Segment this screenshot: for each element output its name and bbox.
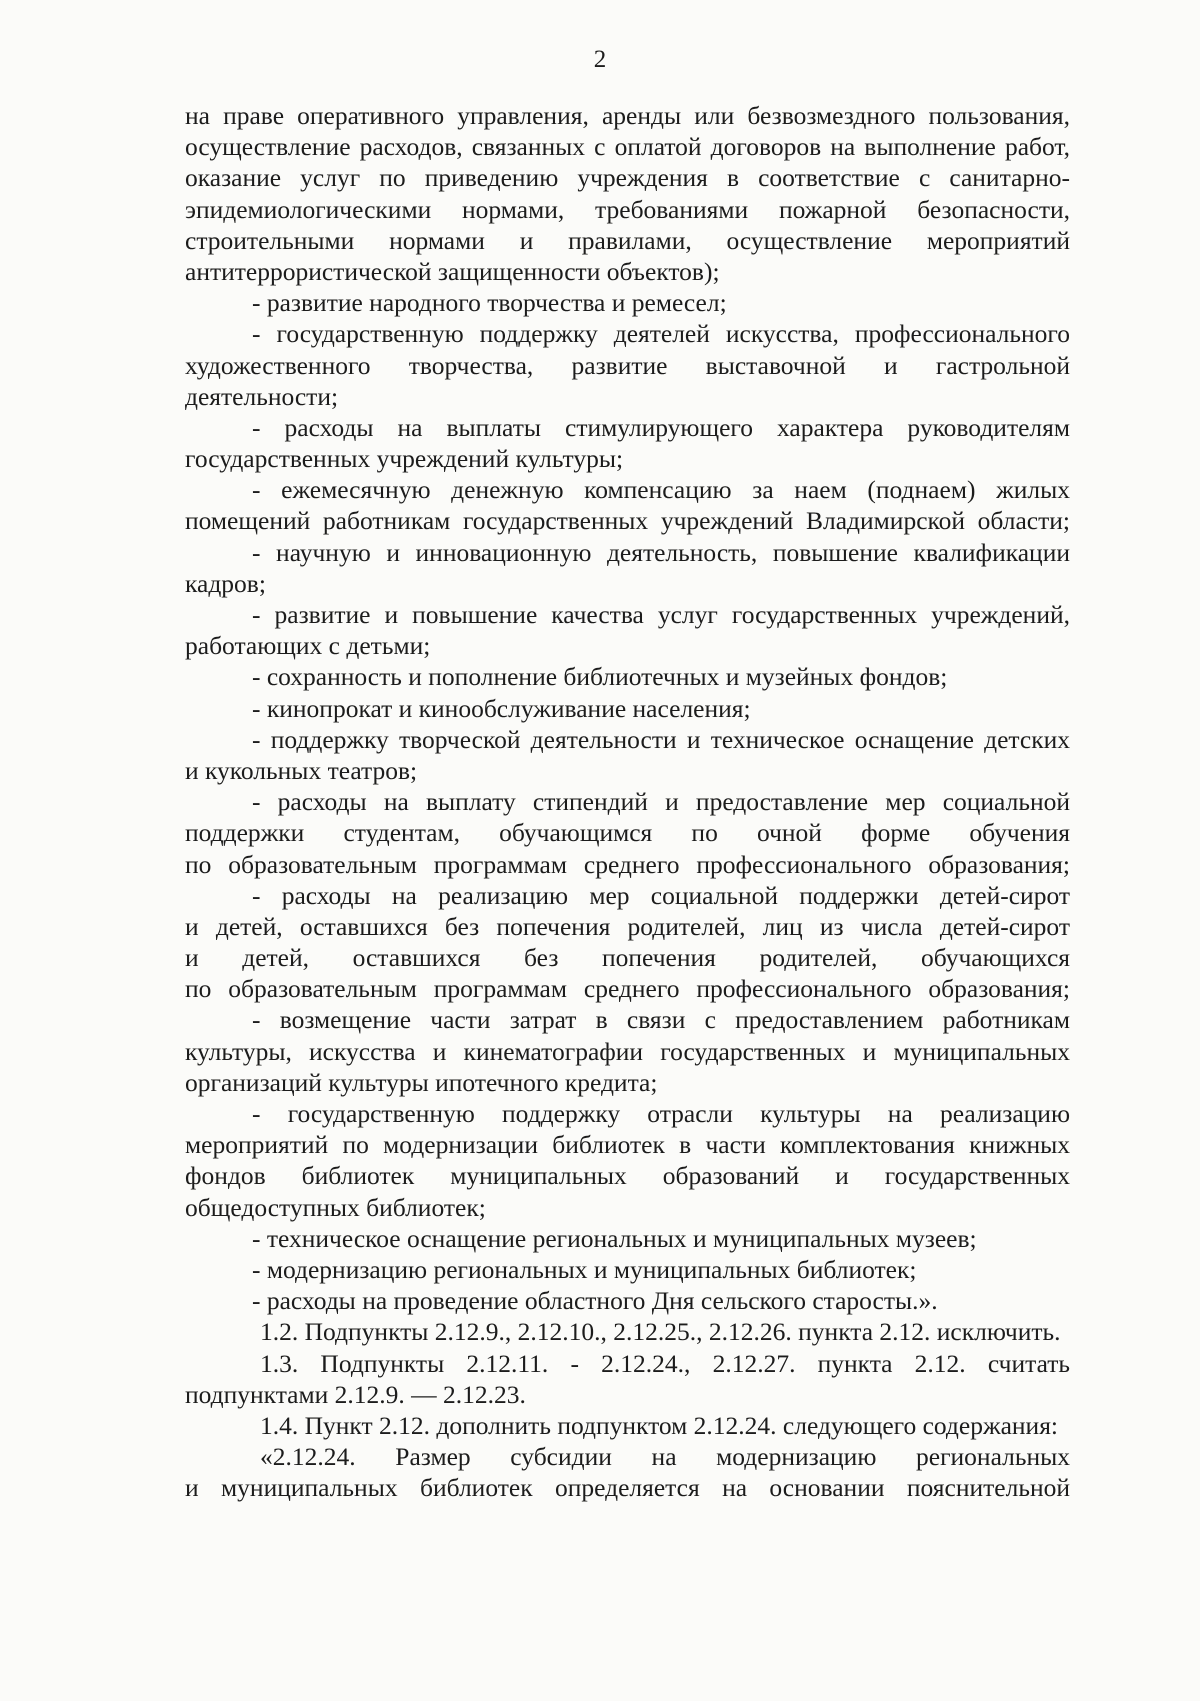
text-line: - развитие народного творчества и ремесел; bbox=[252, 288, 727, 318]
text-line: осуществление расходов, связанных с оплатой договоров на выполнение работ, bbox=[185, 132, 1070, 162]
text-line: - государственную поддержку отрасли культуры на реализацию bbox=[252, 1099, 1070, 1128]
text-line: общедоступных библиотек; bbox=[185, 1192, 486, 1222]
page-number: 2 bbox=[593, 46, 607, 73]
text-line: работающих с детьми; bbox=[185, 631, 431, 661]
text-line: 1.3. Подпункты 2.12.11. - 2.12.24., 2.12.27. пункта 2.12. считать bbox=[260, 1348, 1070, 1378]
text-line: - ежемесячную денежную компенсацию за наем (поднаем) жилых bbox=[252, 475, 1070, 505]
text-line: подпунктами 2.12.9. — 2.12.23. bbox=[185, 1379, 526, 1409]
text-line: - расходы на выплату стипендий и предоставление мер социальной bbox=[252, 787, 1070, 817]
text-line: организаций культуры ипотечного кредита; bbox=[185, 1067, 658, 1097]
text-line: - поддержку творческой деятельности и техническое оснащение детских bbox=[252, 724, 1070, 754]
text-line: фондов библиотек муниципальных образований и государственных bbox=[185, 1161, 1070, 1191]
text-line: и муниципальных библиотек определяется на основании пояснительной bbox=[185, 1473, 1070, 1503]
text-line: - научную и инновационную деятельность, повышение квалификации bbox=[252, 537, 1070, 567]
text-line: - расходы на выплаты стимулирующего характера руководителям bbox=[252, 412, 1070, 442]
text-line: художественного творчества, развитие выставочной и гастрольной bbox=[185, 350, 1070, 380]
text-line: «2.12.24. Размер субсидии на модернизацию региональных bbox=[260, 1442, 1070, 1472]
text-line: и детей, оставшихся без попечения родителей, обучающихся bbox=[185, 943, 1070, 973]
text-line: на праве оперативного управления, аренды или безвозмездного пользования, bbox=[185, 101, 1070, 130]
text-line: деятельности; bbox=[185, 381, 339, 411]
text-line: - государственную поддержку деятелей искусства, профессионального bbox=[252, 319, 1070, 349]
text-line: по образовательным программам среднего профессионального образования; bbox=[185, 849, 1070, 879]
text-line: государственных учреждений культуры; bbox=[185, 444, 624, 474]
text-line: по образовательным программам среднего профессионального образования; bbox=[185, 974, 1070, 1004]
text-line: 1.2. Подпункты 2.12.9., 2.12.10., 2.12.25., 2.12.26. пункта 2.12. исключить. bbox=[260, 1317, 1061, 1347]
text-line: 1.4. Пункт 2.12. дополнить подпунктом 2.12.24. следующего содержания: bbox=[260, 1410, 1059, 1440]
text-line: эпидемиологическими нормами, требованиями пожарной безопасности, bbox=[185, 194, 1070, 224]
text-line: оказание услуг по приведению учреждения в соответствие с санитарно- bbox=[185, 163, 1070, 193]
document-body bbox=[185, 100, 1070, 1503]
text-line: - развитие и повышение качества услуг государственных учреждений, bbox=[252, 600, 1070, 629]
text-line: - сохранность и пополнение библиотечных и музейных фондов; bbox=[252, 662, 948, 692]
text-line: и кукольных театров; bbox=[185, 755, 418, 785]
text-line: поддержки студентам, обучающимся по очной форме обучения bbox=[185, 818, 1070, 848]
text-line: мероприятий по модернизации библиотек в части комплектования книжных bbox=[185, 1130, 1070, 1160]
text-line: - расходы на реализацию мер социальной поддержки детей-сирот bbox=[252, 880, 1070, 910]
text-line: - модернизацию региональных и муниципальных библиотек; bbox=[252, 1254, 917, 1284]
text-line: помещений работникам государственных учреждений Владимирской области; bbox=[185, 506, 1070, 536]
text-line: - расходы на проведение областного Дня сельского старосты.». bbox=[252, 1286, 938, 1316]
text-line: - кинопрокат и кинообслуживание населения; bbox=[252, 693, 751, 723]
text-line: культуры, искусства и кинематографии государственных и муниципальных bbox=[185, 1036, 1070, 1066]
text-line: антитеррористической защищенности объектов); bbox=[185, 256, 720, 286]
text-line: - техническое оснащение региональных и муниципальных музеев; bbox=[252, 1223, 977, 1253]
text-line: и детей, оставшихся без попечения родителей, лиц из числа детей-сирот bbox=[185, 911, 1070, 941]
text-line: кадров; bbox=[185, 568, 266, 598]
text-line: - возмещение части затрат в связи с предоставлением работникам bbox=[252, 1005, 1070, 1035]
text-line: строительными нормами и правилами, осуществление мероприятий bbox=[185, 225, 1070, 255]
